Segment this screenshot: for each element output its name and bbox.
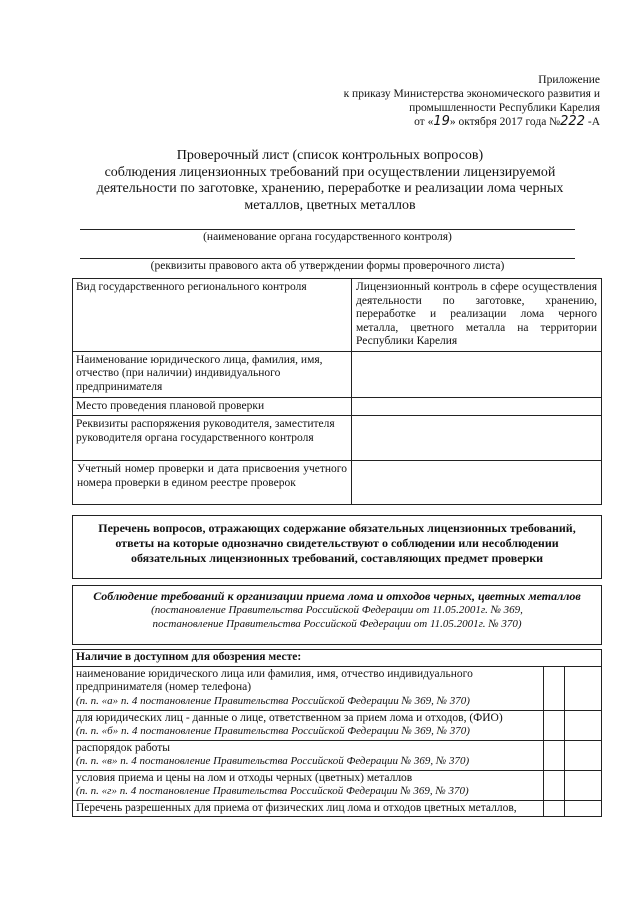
answer-cell[interactable]: [565, 800, 602, 817]
appendix-date: от «19» октября 2017 года №222 -А: [414, 114, 600, 129]
info-label: Реквизиты распоряжения руководителя, заместителя руководителя органа государственного контроля: [73, 416, 352, 461]
section-reference: (постановление Правительства Российской Федерации от 11.05.2001г. № 369,: [151, 604, 523, 616]
act-caption: (реквизиты правового акта об утверждении формы проверочного листа): [150, 260, 505, 272]
info-value-field[interactable]: [352, 461, 602, 505]
handwritten-number: 222: [560, 114, 585, 129]
answer-cell[interactable]: [565, 770, 602, 800]
answer-cell[interactable]: [544, 666, 565, 710]
appendix-line: Приложение: [538, 74, 600, 86]
checklist-question: распорядок работы (п. п. «в» п. 4 постановление Правительства Российской Федерации № 369, № 370): [73, 740, 544, 770]
table-row: [73, 770, 602, 800]
table-row: [73, 279, 602, 352]
organ-caption: (наименование органа государственного контроля): [203, 231, 452, 243]
table-row: [73, 416, 602, 461]
section-block: [72, 585, 602, 645]
section-reference: постановление Правительства Российской Федерации от 11.05.2001г. № 370): [152, 618, 522, 630]
table-row: [73, 461, 602, 505]
info-value-field[interactable]: [352, 397, 602, 416]
info-label: Учетный номер проверки и дата присвоения учетного номера проверки в едином реестре проверок: [73, 461, 352, 505]
info-value-field[interactable]: [352, 351, 602, 397]
checklist-question: для юридических лиц - данные о лице, ответственном за прием лома и отходов, (ФИО) (п. п. «б» п. 4 постановление Правительства Российской Федерации № 369, № 370): [73, 710, 544, 740]
table-row: [73, 666, 602, 710]
answer-cell[interactable]: [544, 710, 565, 740]
table-row: [73, 351, 602, 397]
answer-cell[interactable]: [565, 710, 602, 740]
subheading: Наличие в доступном для обозрения месте:: [73, 650, 602, 667]
checklist-question: Перечень разрешенных для приема от физических лиц лома и отходов цветных металлов,: [73, 800, 544, 817]
table-row: [73, 710, 602, 740]
questions-heading: Перечень вопросов, отражающих содержание обязательных лицензионных требований, ответы на которые однозначно свидетельствуют о соблюдении или несоблюдении обязательных лицензионных требований, составляющих предмет проверки: [72, 515, 602, 579]
answer-cell[interactable]: [544, 740, 565, 770]
answer-cell[interactable]: [565, 740, 602, 770]
checklist-question: условия приема и цены на лом и отходы черных (цветных) металлов (п. п. «г» п. 4 постановление Правительства Российской Федерации № 369, № 370): [73, 770, 544, 800]
info-label: Место проведения плановой проверки: [73, 397, 352, 416]
appendix-line: промышленности Республики Карелия: [409, 102, 600, 114]
table-row: [73, 800, 602, 817]
info-value: Лицензионный контроль в сфере осуществления деятельности по заготовке, хранению, переработке и реализации лома черного металла, цветного металла на территории Республики Карелия: [352, 279, 602, 352]
table-row: [73, 397, 602, 416]
section-title: Соблюдение требований к организации приема лома и отходов черных, цветных металлов: [93, 589, 581, 603]
answer-cell[interactable]: [544, 800, 565, 817]
info-label: Наименование юридического лица, фамилия, имя, отчество (при наличии) индивидуального предпринимателя: [73, 351, 352, 397]
answer-cell[interactable]: [565, 666, 602, 710]
appendix-header: [310, 73, 600, 129]
table-row: [73, 650, 602, 667]
info-value-field[interactable]: [352, 416, 602, 461]
checklist-table: [72, 649, 602, 817]
info-table: [72, 278, 602, 505]
answer-cell[interactable]: [544, 770, 565, 800]
info-label: Вид государственного регионального контроля: [73, 279, 352, 352]
table-row: [73, 740, 602, 770]
appendix-line: к приказу Министерства экономического развития и: [343, 88, 600, 100]
document-title: Проверочный лист (список контрольных вопросов) соблюдения лицензионных требований при осуществлении лицензируемой деятельности по заготовке, хранению, переработке и реализации лома черных металлов, цветных металлов: [96, 148, 564, 213]
checklist-question: наименование юридического лица или фамилия, имя, отчество индивидуального предпринимателя (номер телефона) (п. п. «а» п. 4 постановление Правительства Российской Федерации № 369, № 370): [73, 666, 544, 710]
handwritten-day: 19: [433, 114, 450, 129]
act-line: [80, 258, 575, 259]
organ-line: [80, 229, 575, 230]
